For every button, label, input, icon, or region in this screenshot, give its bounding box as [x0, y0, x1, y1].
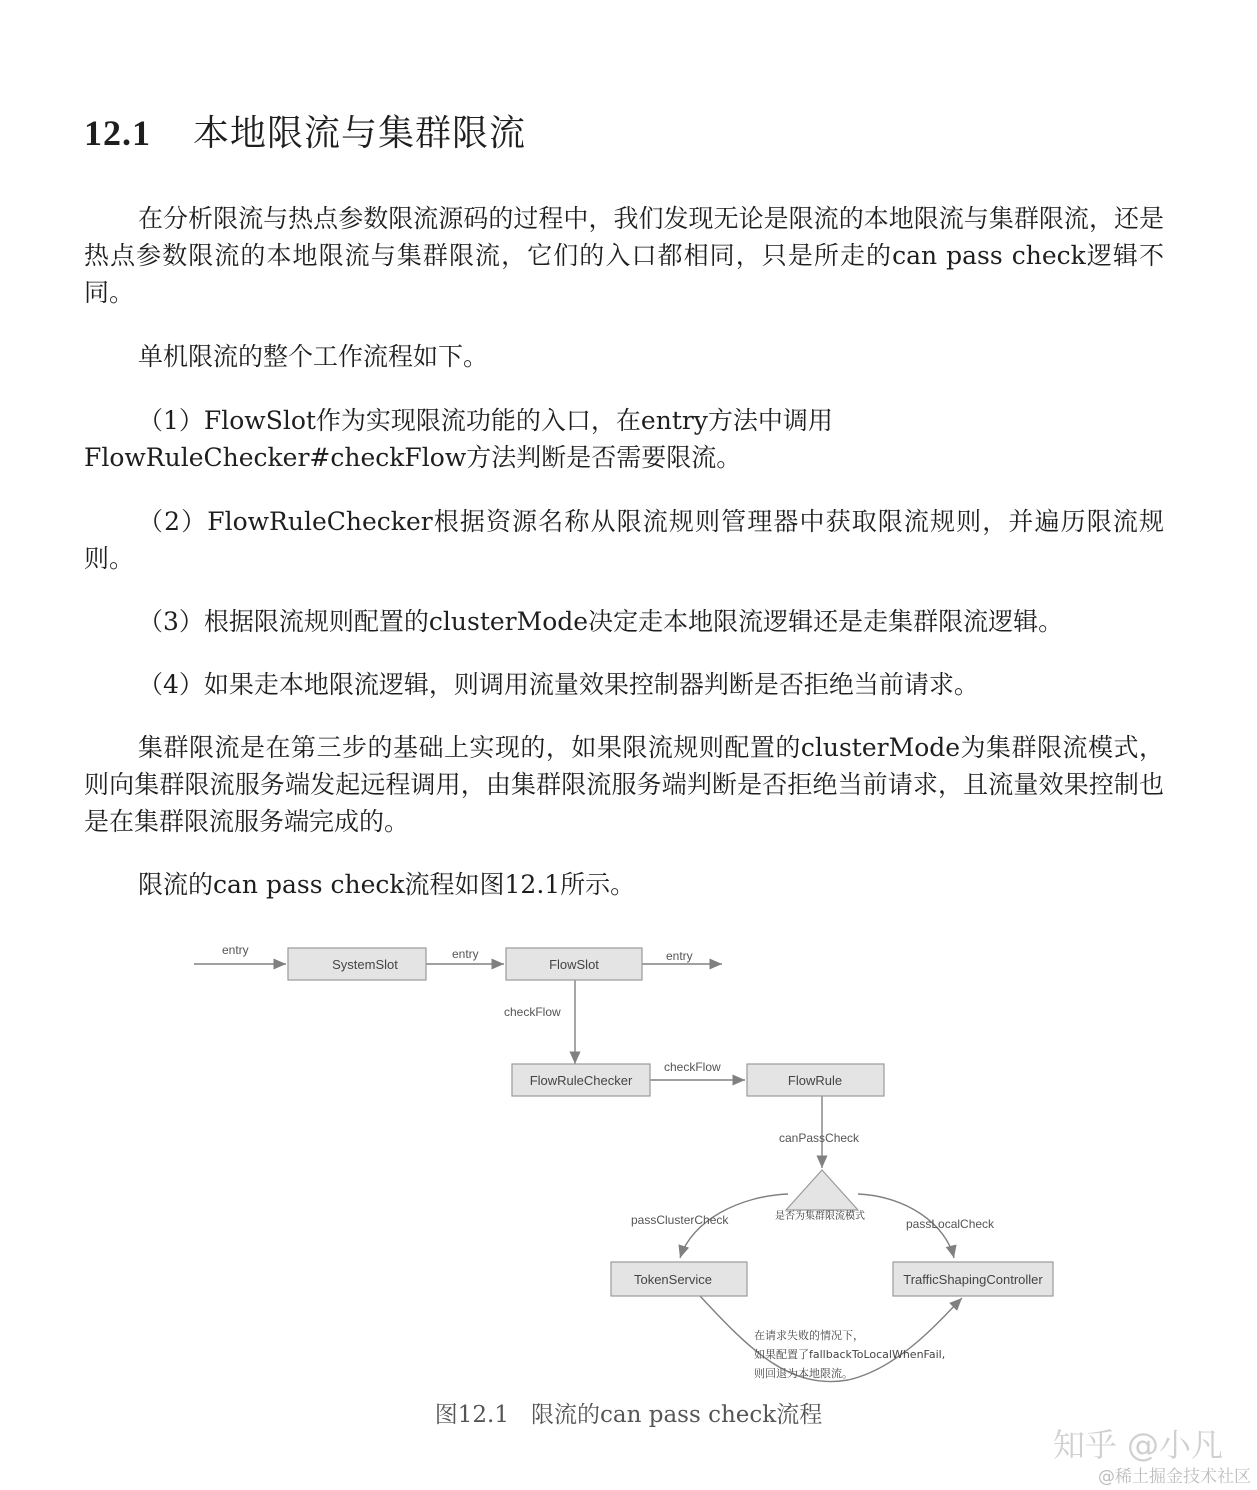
- section-title: 本地限流与集群限流: [193, 113, 527, 154]
- node-decision: [786, 1170, 858, 1210]
- node-traffic-shaping-controller: [893, 1262, 1053, 1296]
- node-flow-slot: [506, 948, 642, 980]
- node-system-slot: [288, 948, 426, 980]
- paragraph-step-1-line-2: FlowRuleChecker#checkFlow方法判断是否需要限流。: [84, 443, 742, 472]
- fallback-note-line-3: 则回退为本地限流。: [754, 1367, 853, 1380]
- paragraph-workflow-intro: 单机限流的整个工作流程如下。: [138, 342, 489, 371]
- paragraph-cluster: 集群限流是在第三步的基础上实现的，如果限流规则配置的clusterMode为集群限流模式，则向集群限流服务端发起远程调用，由集群限流服务端判断是否拒绝当前请求，且流量效果控制也是在集群限流服务端完成的。: [84, 733, 1164, 836]
- fallback-note-line-2: 如果配置了fallbackToLocalWhenFail,: [754, 1348, 946, 1361]
- figure-title: 限流的can pass check流程: [531, 1402, 823, 1428]
- label-pass-cluster-check: passClusterCheck: [631, 1213, 729, 1227]
- node-system-slot-label: SystemSlot: [332, 957, 398, 972]
- figure-number: 图12.1: [434, 1402, 509, 1428]
- paragraph-step-3: （3）根据限流规则配置的clusterMode决定走本地限流逻辑还是走集群限流逻辑。: [138, 607, 1064, 636]
- label-check-flow-right: checkFlow: [664, 1060, 721, 1074]
- node-token-service-label: TokenService: [633, 1272, 713, 1287]
- label-can-pass-check: canPassCheck: [779, 1131, 860, 1145]
- section-number: 12.1: [84, 113, 151, 153]
- node-flow-slot-label: FlowSlot: [549, 957, 599, 972]
- paragraph-step-1-line-1: （1）FlowSlot作为实现限流功能的入口，在entry方法中调用: [138, 406, 833, 435]
- label-pass-local-check: passLocalCheck: [906, 1217, 995, 1231]
- node-flow-rule-checker-label: FlowRuleChecker: [529, 1073, 633, 1088]
- zhihu-watermark: 知乎 @小凡: [1052, 1426, 1223, 1464]
- paragraph-step-2: （2）FlowRuleChecker根据资源名称从限流规则管理器中获取限流规则，并遍历限流规则。: [84, 507, 1164, 573]
- section-heading: [84, 108, 526, 159]
- node-traffic-shaping-controller-label: TrafficShapingController: [903, 1272, 1043, 1287]
- flow-diagram: [0, 920, 1257, 1400]
- fallback-note-line-1: 在请求失败的情况下，: [754, 1329, 864, 1342]
- paragraph-figure-ref: 限流的can pass check流程如图12.1所示。: [138, 870, 636, 899]
- label-decision: 是否为集群限流模式: [775, 1211, 865, 1222]
- label-entry-in: entry: [222, 943, 249, 957]
- node-flow-rule: [747, 1064, 884, 1096]
- label-entry-out: entry: [666, 949, 693, 963]
- paragraph-step-4: （4）如果走本地限流逻辑，则调用流量效果控制器判断是否拒绝当前请求。: [138, 670, 979, 699]
- label-check-flow-down: checkFlow: [504, 1005, 561, 1019]
- node-flow-rule-checker: [512, 1064, 650, 1096]
- node-token-service: [611, 1262, 747, 1296]
- node-flow-rule-label: FlowRule: [787, 1073, 843, 1088]
- paragraph-intro: 在分析限流与热点参数限流源码的过程中，我们发现无论是限流的本地限流与集群限流，还是热点参数限流的本地限流与集群限流，它们的入口都相同，只是所走的can pass check逻辑不同。: [84, 204, 1164, 307]
- label-entry-mid: entry: [452, 947, 479, 961]
- juejin-watermark: @稀土掘金技术社区: [1098, 1467, 1251, 1487]
